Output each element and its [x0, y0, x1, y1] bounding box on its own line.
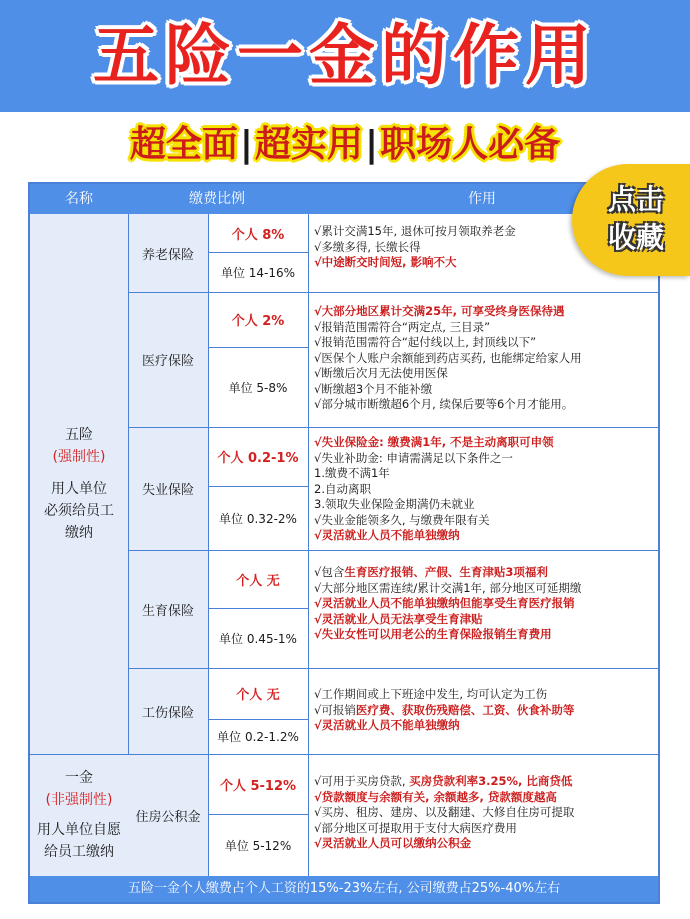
- ratio-personal-unemployment: 个人 0.2-1%: [217, 451, 299, 466]
- effect-line: √中途断交时间短, 影响不大: [314, 255, 457, 269]
- effect-line: √累计交满15年, 退休可按月领取养老金: [314, 224, 516, 238]
- subtitle-part-2: 超实用: [254, 124, 363, 165]
- category-yijin-note-2: 给员工缴纳: [44, 844, 114, 860]
- ratio-unit-maternity: 单位 0.45-1%: [219, 631, 297, 646]
- effect-line: √断缴超3个月不能补缴: [314, 381, 433, 396]
- ratio-personal-injury: 个人 无: [236, 688, 280, 703]
- effect-line: √灵活就业人员不能单独缴纳: [314, 718, 460, 732]
- insurance-name-pension: 养老保险: [141, 247, 194, 263]
- sticker-line-2: 收藏: [607, 221, 664, 254]
- effect-line: 1.缴费不满1年: [314, 466, 390, 480]
- column-header-effect: 作用: [468, 191, 496, 207]
- category-yijin-tag: (非强制性): [45, 792, 113, 808]
- category-yijin: [30, 754, 128, 876]
- category-yijin-note-1: 用人单位自愿: [37, 822, 121, 838]
- effect-line: √包含生育医疗报销、产假、生育津贴3项福利: [314, 565, 548, 579]
- insurance-name-unemployment: 失业保险: [141, 483, 194, 498]
- effect-line: √失业保险金: 缴费满1年, 不是主动离职可申领: [314, 435, 554, 449]
- effect-line: √灵活就业人员不能单独缴纳但能享受生育医疗报销: [314, 596, 575, 610]
- ratio-personal-maternity: 个人 无: [236, 573, 280, 589]
- ratio-unit-pension: 单位 14-16%: [220, 265, 296, 280]
- category-wuxian: [30, 214, 128, 754]
- category-yijin-title: 一金: [65, 770, 93, 786]
- effect-line: 2.自动离职: [314, 481, 371, 496]
- effect-injury: [310, 687, 634, 734]
- effect-line: √可用于买房贷款, 买房贷款利率3.25%, 比商贷低: [314, 774, 573, 788]
- effect-line: √工作期间或上下班途中发生, 均可认定为工伤: [314, 687, 548, 701]
- ratio-unit-housing-fund: 单位 5-12%: [224, 838, 292, 853]
- category-wuxian-tag: (强制性): [52, 449, 106, 465]
- insurance-name-housing-fund: 住房公积金: [135, 809, 201, 825]
- effect-line: √报销范围需符合“起付线以上, 封顶线以下”: [314, 335, 537, 349]
- subtitle-part-1: 超全面: [129, 124, 238, 165]
- insurance-table: [28, 182, 660, 904]
- category-wuxian-title: 五险: [65, 427, 93, 443]
- insurance-name-injury: 工伤保险: [141, 705, 194, 721]
- ratio-unit-unemployment: 单位 0.32-2%: [219, 511, 297, 526]
- page-title: 五险一金的作用: [93, 17, 597, 94]
- effect-line: 3.领取失业保险金期满仍未就业: [314, 497, 475, 511]
- category-wuxian-note-2: 必须给员工: [44, 503, 114, 519]
- effect-line: √灵活就业人员无法享受生育津贴: [314, 611, 483, 626]
- insurance-name-medical: 医疗保险: [141, 354, 194, 369]
- ratio-unit-medical: 单位 5-8%: [228, 380, 288, 395]
- effect-line: √失业女性可以用老公的生育保险报销生育费用: [314, 627, 552, 641]
- effect-line: √买房、租房、建房、以及翻建、大修自住房可提取: [314, 805, 575, 819]
- effect-unemployment: [310, 435, 634, 544]
- ratio-personal-housing-fund: 个人 5-12%: [219, 778, 297, 794]
- effect-maternity: [310, 565, 634, 643]
- effect-line: √部分地区可提取用于支付大病医疗费用: [314, 820, 517, 835]
- effect-line: √灵活就业人员可以缴纳公积金: [314, 836, 472, 850]
- category-wuxian-note-1: 用人单位: [51, 481, 107, 497]
- effect-line: √断缴后次月无法使用医保: [314, 366, 448, 380]
- grid-line: [30, 754, 658, 755]
- effect-line: √可报销医疗费、获取伤残赔偿、工资、伙食补助等: [314, 702, 575, 717]
- effect-housing-fund: [310, 774, 634, 852]
- subtitle-separator-2: |: [365, 124, 379, 165]
- category-wuxian-note-3: 缴纳: [65, 525, 93, 541]
- effect-line: √大部分地区需连续/累计交满1年, 部分地区可延期缴: [314, 580, 582, 595]
- subtitle-separator-1: |: [239, 124, 253, 165]
- ratio-unit-injury: 单位 0.2-1.2%: [217, 730, 299, 744]
- column-header-ratio: 缴费比例: [189, 191, 245, 207]
- effect-line: √医保个人账户余额能到药店买药, 也能绑定给家人用: [314, 350, 582, 365]
- sticker-line-1: 点击: [607, 183, 664, 216]
- effect-line: √失业金能领多久, 与缴费年限有关: [314, 512, 490, 527]
- effect-line: √部分城市断缴超6个月, 续保后要等6个月才能用。: [314, 397, 574, 411]
- title-banner: [0, 0, 690, 112]
- insurance-name-maternity: 生育保险: [141, 603, 194, 619]
- table-header: [30, 184, 658, 214]
- table-footer-summary: 五险一金个人缴费占个人工资的15%-23%左右, 公司缴费占25%-40%左右: [30, 876, 658, 902]
- ratio-personal-medical: 个人 2%: [231, 314, 285, 329]
- effect-line: √报销范围需符合“两定点, 三目录”: [314, 319, 491, 334]
- effect-line: √大部分地区累计交满25年, 可享受终身医保待遇: [314, 304, 565, 318]
- grid-line: [308, 214, 309, 876]
- bookmark-sticker[interactable]: [572, 164, 690, 276]
- effect-line: √失业补助金: 申请需满足以下条件之一: [314, 450, 513, 465]
- subtitle: [0, 118, 690, 172]
- effect-line: √贷款额度与余额有关, 余额越多, 贷款额度越高: [314, 789, 557, 804]
- subtitle-part-3: 职场人必备: [380, 124, 561, 165]
- effect-medical: [310, 304, 634, 413]
- ratio-personal-pension: 个人 8%: [231, 227, 285, 243]
- effect-line: √灵活就业人员不能单独缴纳: [314, 528, 460, 542]
- column-header-name: 名称: [65, 191, 93, 207]
- effect-line: √多缴多得, 长缴长得: [314, 239, 421, 254]
